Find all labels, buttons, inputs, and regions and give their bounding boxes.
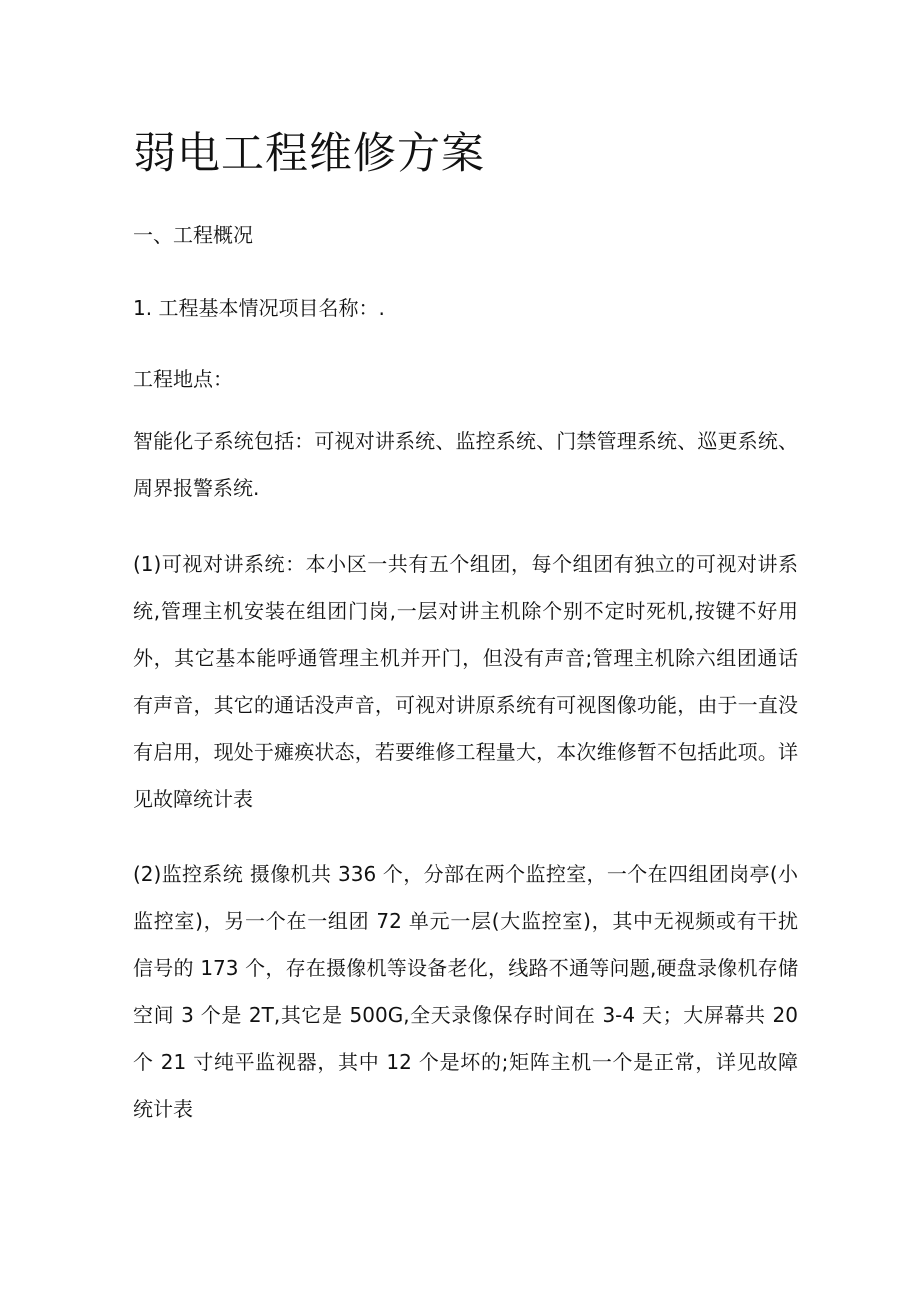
text-line: 信号的 173 个，存在摄像机等设备老化，线路不通等问题,硬盘录像机存储 [133, 956, 798, 980]
text-line: 个 21 寸纯平监视器，其中 12 个是坏的;矩阵主机一个是正常，详见故障 [133, 1050, 798, 1074]
text-line: 周界报警系统. [133, 476, 260, 500]
text-line: 有启用，现处于瘫痪状态，若要维修工程量大，本次维修暂不包括此项。详 [133, 740, 798, 764]
project-name-line: 1. 工程基本情况项目名称：. [133, 296, 385, 320]
text-line: 监控室)，另一个在一组团 72 单元一层(大监控室)，其中无视频或有干扰 [133, 909, 798, 933]
text-line: 统,管理主机安装在组团门岗,一层对讲主机除个别不定时死机,按键不好用 [133, 599, 798, 623]
monitoring-paragraph [133, 851, 798, 1133]
subsystems-paragraph [133, 418, 798, 512]
document-title: 弱电工程维修方案 [133, 129, 485, 179]
project-location-line: 工程地点： [133, 367, 233, 391]
text-line: 外，其它基本能呼通管理主机并开门，但没有声音;管理主机除六组团通话 [133, 646, 798, 670]
text-line: 智能化子系统包括：可视对讲系统、监控系统、门禁管理系统、巡更系统、 [133, 429, 798, 453]
intercom-paragraph [133, 541, 798, 823]
text-line: 空间 3 个是 2T,其它是 500G,全天录像保存时间在 3-4 天；大屏幕共 20 [133, 1003, 798, 1027]
text-line: (1)可视对讲系统：本小区一共有五个组团，每个组团有独立的可视对讲系 [133, 552, 798, 576]
section-heading: 一、工程概况 [133, 223, 253, 247]
text-line: (2)监控系统 摄像机共 336 个，分部在两个监控室，一个在四组团岗亭(小 [133, 862, 798, 886]
text-line: 见故障统计表 [133, 787, 253, 811]
text-line: 有声音，其它的通话没声音，可视对讲原系统有可视图像功能，由于一直没 [133, 693, 798, 717]
text-line: 统计表 [133, 1097, 193, 1121]
